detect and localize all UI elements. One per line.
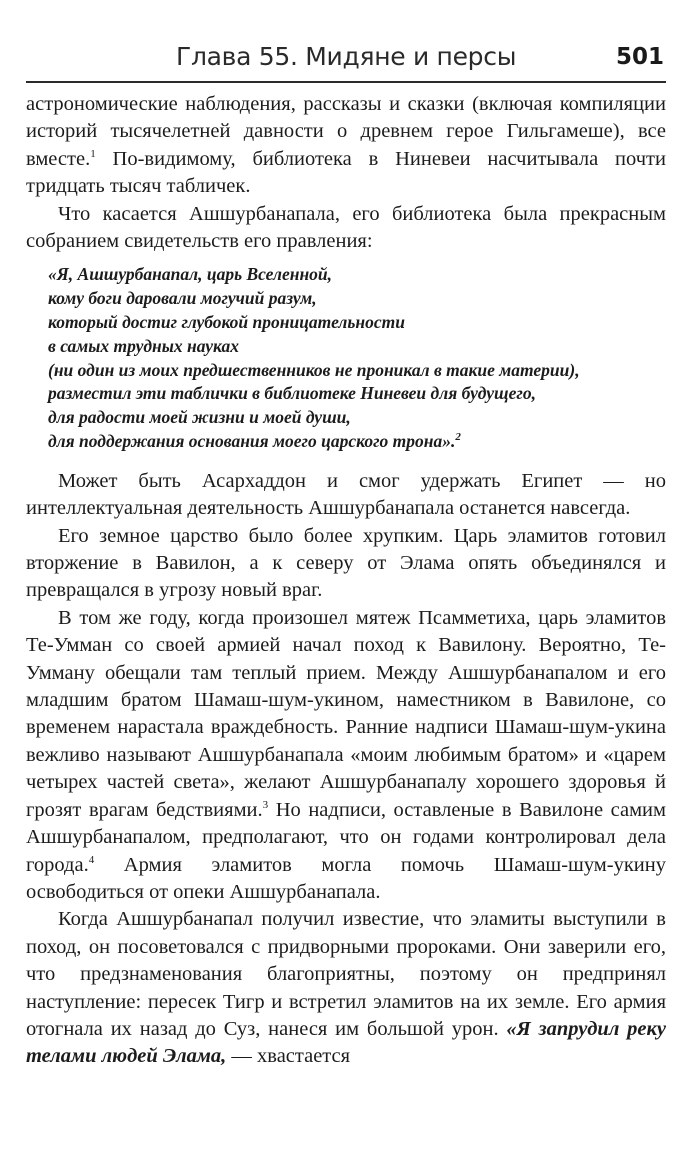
verse-line: разместил эти таблички в библиотеке Ниневеи для будущего, [48,383,536,404]
footnote-ref: 4 [88,853,95,866]
header-rule [26,81,666,83]
body-text [26,91,666,1071]
verse-line: для радости моей жизни и моей души, [48,407,351,428]
footnote-ref: 3 [262,798,269,811]
chapter-title: Глава 55. Мидяне и персы [176,42,517,71]
paragraph-2: Что касается Ашшурбанапала, его библиотека была прекрасным собранием свидетельств его правления: [26,202,666,253]
verse-line-last: для поддержания основания моего царского трона».$^2$ [48,431,461,452]
verse-line: (ни один из моих предшественников не проникал в такие материи), [48,359,580,380]
footnote-ref: 2 [455,431,461,444]
paragraph-3: Может быть Асархаддон и смог удержать Египет — но интеллектуальная деятельность Ашшурбанапала останется навсегда. [26,469,666,520]
verse-line: кому боги даровали могучий разум, [48,288,317,309]
paragraph-4: Его земное царство было более хрупким. Царь эламитов готовил вторжение в Вавилон, а к северу от Элама опять объединялся и превращался в угрозу новый враг. [26,524,666,602]
footnote-ref: 1 [90,147,96,160]
verse-line: «Я, Ашшурбанапал, царь Вселенной, [48,264,333,285]
verse-line: который достиг глубокой проницательности [48,312,405,333]
paragraph-6: Когда Ашшурбанапал получил известие, что эламиты выступили в поход, он посоветовался с придворными пророками. Они заверили его, что предзнаменования благоприятны, поэтому он предпринял наступление: пересек Тигр и встретил эламитов на их земле. Его армия отогнала их назад до Суз, нанеся им большой урон. «Я запрудил реку телами людей Элама, — хвастается [26,908,666,1068]
verse-quote [48,263,666,453]
paragraph-5: В том же году, когда произошел мятеж Псамметиха, царь эламитов Те-Умман со своей армией начал поход к Вавилону. Вероятно, Те-Умману обещали там теплый прием. Между Ашшурбанапалом и его младшим братом Шамаш-шум-укином, наместником в Вавилоне, со временем нарастала враждебность. Ранние надписи Шамаш-шум-укина вежливо называют Ашшурбанапала «моим любимым братом» и «царем четырех частей света», желают Ашшурбанапалу хорошего здоровья й грозят врагам бедствиями.$^3$ Но надписи, оставленые в Вавилоне самим Ашшурбанапалом, предполагают, что он годами контролировал дела города.$^4$ Армия эламитов могла помочь Шамаш-шум-укину освободиться от опеки Ашшурбанапала. [26,606,666,903]
page-number: 501 [615,44,664,70]
paragraph-1: астрономические наблюдения, рассказы и сказки (включая компиляции историй тысячелетней давности о древнем герое Гильгамеше), все вместе.$^1$ По-видимому, библиотека в Ниневеи насчитывала почти тридцать тысяч табличек. [26,93,666,198]
inline-quote: «Я запрудил реку телами людей Элама, [26,1017,666,1068]
book-page [26,0,666,1068]
running-header [26,0,666,80]
verse-line: в самых трудных науках [48,335,239,356]
